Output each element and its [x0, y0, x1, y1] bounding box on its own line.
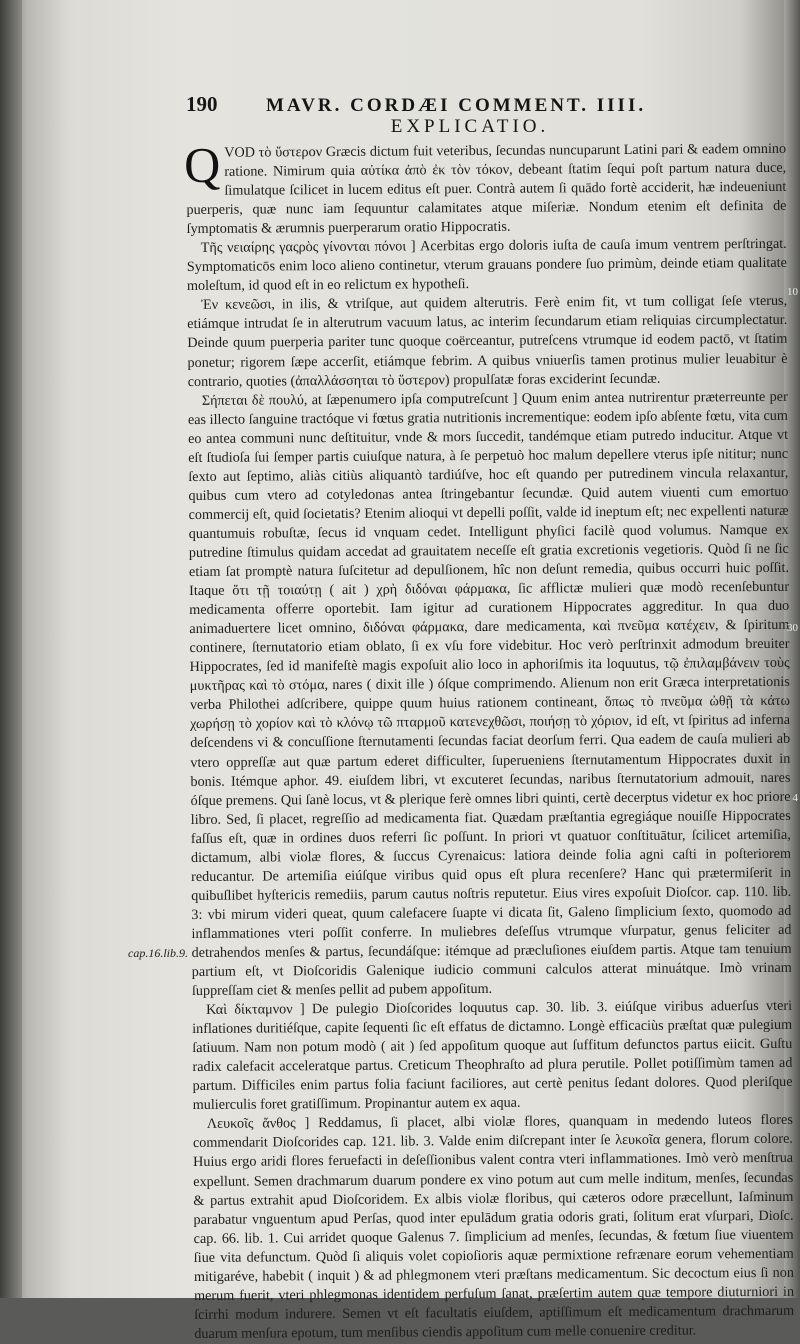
- paragraph-2: Τῆς νειαίρης γαςρὸς γίνονται πόνοι ] Acerbitas ergo doloris iuſta de cauſa imum ventrem perſtringat. Symptomaticōs enim loco alieno continetur, vterum grauans pondere ſuo primùm, deinde etiam qualitate moleſtum, id quod eſt in eo relictum ex hypotheſi.: [186, 236, 787, 295]
- running-head: MAVR. CORDÆI COMMENT. IIII.: [266, 95, 647, 116]
- paragraph-4: Σήπεται δὲ πουλύ, at ſæpenumero ipſa computreſcunt ] Quum enim antea nutrirentur præterreunte per eas illecto ſanguine tractóque vi fœtus gratia nutritionis incrementique: eodem ipſo abſente fœtu, vita cum eo antea communi nunc deſtituitur, vnde & mors ſuccedit, tandémque etiam putredo inducitur. Atque vt eſt ſtudioſa ſui ſemper partis cuiuſque natura, à ſe perpetuò hoc malum depellere vterus ipſe nititur; nunc ſexto aut ſeptimo, aliàs citiùs aliquantò tardiúſve, hoc eſt quando per putredinem vincula relaxantur, quibus cum vtero ad cotyledonas antea ſtringebantur ſecundæ. Quid autem viuenti cum emortuo commercij eſt, quid ſocietatis? Etenim alioqui vt depelli poſſit, valde id ineptum eſt; nec expellenti naturæ quantumuis robuſtæ, ſecus id vnquam cedet. Intelligunt phyſici facilè quod volumus. Namque ex putredine ſtimulus quidam accedat ad grauitatem neceſſe eſt gratia excretionis vegetioris. Quòd ſi ne ſic etiam ſat promptè natura ſuſcitetur ad depulſionem, hîc non deſunt remedia, quibus occurri huic poſſit. Itaque ὅτι τῇ τοιαύτῃ ( ait ) χρὴ διδόναι φάρμακα, ſic afflictæ mulieri quæ modò recenſebuntur medicamenta offerre oportebit. Iam igitur ad curationem Hippocrates aggreditur. In qua duo animaduertere licet omnino, διδόναι φάρμακα, dare medicamenta, καὶ πνεῦμα κατέχειν, & ſpiritum continere, ſternutatorio etiam oblato, ſi ex vſu fore videbitur. Hoc verò perſtrinxit admodum breuiter Hippocrates, ſed id manifeſtè magis expoſuit alio loco in aphoriſmis ita loquutus, τῷ ἐπιλαμβάνειν τοὺς μυκτῆρας καὶ τὸ στόμα, nares ( dixit ille ) óſque comprimendo. Alienum non erit Græca interpretationis verba Philothei adſcribere, quippe quum huius rationem contineant, ὅπως τὸ πνεῦμα ὠθῇ τὰ κάτω χωρήσῃ τὸ χορίον καὶ τὸ κλόνῳ τῶ πταρμοῦ κατενεχθῶσι, ποιήσῃ τὸ χόριον, id eſt, vt ſpiritus ad inferna deſcendens vi & concuſſione ſternutamenti ſecundas faciat deorſum ferri. Qua eadem de cauſa mulieri ab vtero oppreſſæ aut quæ partum ederet difficulter, ſuperueniens ſternutamentum Hippocrates duxit in bonis. Itémque aphor. 49. eiuſdem libri, vt excuteret ſecundas, naribus ſternutatorium admouit, nares óſque premens. Qui ſanè locus, vt & plerique ferè omnes libri quinti, certè decerptus videtur ex hoc priore libro. Sed, ſi placet, regreſſio ad medicamenta fiat. Quædam præſtantia egregiáque nouiſſe Hippocrates faſſus eſt, quæ in ordines duos referri ſic poſſunt. In priori vt quatuor conſtituātur, ſcilicet artemiſia, dictamum, albi violæ flores, & ſuccus Cyrenaicus: latiora deinde folia agni caſti in poſteriorem reducantur. De artemiſia eiúſque viribus quid opus eſt plura recenſere? Hanc qui prætermiſerit in quibuſlibet hyſtericis remediis, parum cautus noſtris reputetur. Eius vires expoſuit Dioſcor. cap. 110. lib. 3: vbi mirum videri queat, quum calefacere ſuapte vi dicata ſit, Galeno ſimplicium ſexto, quomodo ad inflammationes vteri poſſit conferre. In muliebres deſeſſus vtrumque vſurpatur, genus feliciter ad detrahendos menſes & partus, ſecundáſque: itémque ad præcluſiones eiuſdem partis. Atque tam tenuium partium eſt, vt Dioſcoridis Galenique iudicio communi calculos atterat minuátque. Imò vrinam ſuppreſſam ciet & menſes pellit ad pubem appoſitum.: [187, 388, 792, 1000]
- drop-cap: Q: [183, 136, 221, 194]
- binding-gutter: [0, 0, 22, 1298]
- page-number: 190: [186, 92, 218, 116]
- edge-line-number: 10: [787, 286, 798, 298]
- body-text: [183, 136, 795, 1344]
- section-title: EXPLICATIO.: [390, 116, 550, 137]
- paragraph-1: [183, 136, 787, 239]
- edge-line-number: 4: [792, 792, 798, 804]
- paragraph-text: VOD τὸ ὕστερον Græcis dictum fuit veteribus, ſecundas nuncuparunt Latini pari & eadem omnino ratione. Nimirum quia αὐτίκα ἀπὸ ἐκ τὸν τόκον, debeant ſtatim ſequi poſt partum natura duce, ſimulatque ſcilicet in lucem editus eſt puer. Contrà autem ſi quādo fortè acciderit, hæ indeueniunt puerperis, quæ nunc iam ſequuntur calamitates atque miſeriæ. Nondum etenim eſt definita de ſymptomatis & ærumnis puerperarum oratio Hippocratis.: [186, 140, 787, 238]
- paragraph-6: Λευκοῖς ἄνθος ] Reddamus, ſi placet, albi violæ flores, quanquam in medendo luteos flores commendarit Dioſcorides cap. 121. lib. 3. Valde enim diſcrepant inter ſe λευκοῖα genera, florum colore. Huius ergo aridi flores feruefacti in deſeſſionibus valent contra vteri inflammationes. Imò verò menſtrua expellunt. Semen drachmarum duarum pondere ex vino potum aut cum melle inditum, menſes, ſecundas & partus extrahit apud Dioſcoridem. Ex albis violæ floribus, qui cæteros odore præcellunt, Iaſminum parabatur vnguentum apud Perſas, quod inter epulādum gratia odoris grati, ſolitum erat vſurpari, Dioſc. cap. 66. lib. 1. Cui arridet quoque Galenus 7. ſimplicium ad menſes, ſecundas, & fœtum ſiue viuentem ſiue vita defunctum. Quòd ſi aliquis volet copioſioris aquæ permixtione refrænare eorum vehementiam mitigaréve, habebit ( inquit ) & ad phlegmonem vteri præſtans medicamentum. Sic decoctum eius ſi non merum fuerit, vteri phlegmonas identidem perfuſum ſanat, præſertim autem quæ tempore diuturniori in ſcirrhi modum indurere. Semen vt eſt facultatis eiuſdem, aptiſſimum eſt medicamentum drachmarum duarum menſura epotum, tum menſibus ciendis appoſitum cum melle conuenire creditur.: [192, 1112, 795, 1342]
- margin-note: cap.16.lib.9.: [128, 946, 188, 960]
- edge-line-number: 30: [787, 622, 798, 634]
- page-header: [186, 92, 746, 117]
- paragraph-3: Ἐν κενεῶσι, in ilis, & vtriſque, aut quidem alterutris. Ferè enim fit, vt tum colligat ſeſe vterus, etiámque intrudat ſe in alterutrum vacuum latus, ac interim ſecundarum etiam reliquias circumplectatur. Deinde quum puerperia pariter tunc quoque coërceantur, putreſcens vtrumque id eodem pactō, vt ſtatim ponetur; rigorem ſæpe accerſit, etiámque febrim. A quibus vniuerſis tamen protinus mulier leuabitur è contrario, quoties (ἀπαλλάσσηται τὸ ὕστερον) propulſatæ foras exciderint ſecundæ.: [187, 293, 788, 390]
- paragraph-5: Καὶ δίκταμνον ] De pulegio Dioſcorides loquutus cap. 30. lib. 3. eiúſque viribus aduerſus vteri inflationes duritiéſque, capite ſequenti ſic eſt effatus de dictamno. Longè efficaciùs præſtat quæ pulegium ſatiuum. Nam non potum modò ( ait ) ſed appoſitum quoque aut ſuffitum defunctos partus eiicit. Guſtu radix calefacit acceleratque partus. Creticum Theophraſto ad plura perutile. Pollet potiſſimùm tamen ad partum. Difficiles enim partus folia faciunt faciliores, aut certè penitus ſedant dolores. Quod pleriſque mulierculis foret gratiſſimum. Propinantur autem ex aqua.: [192, 997, 793, 1114]
